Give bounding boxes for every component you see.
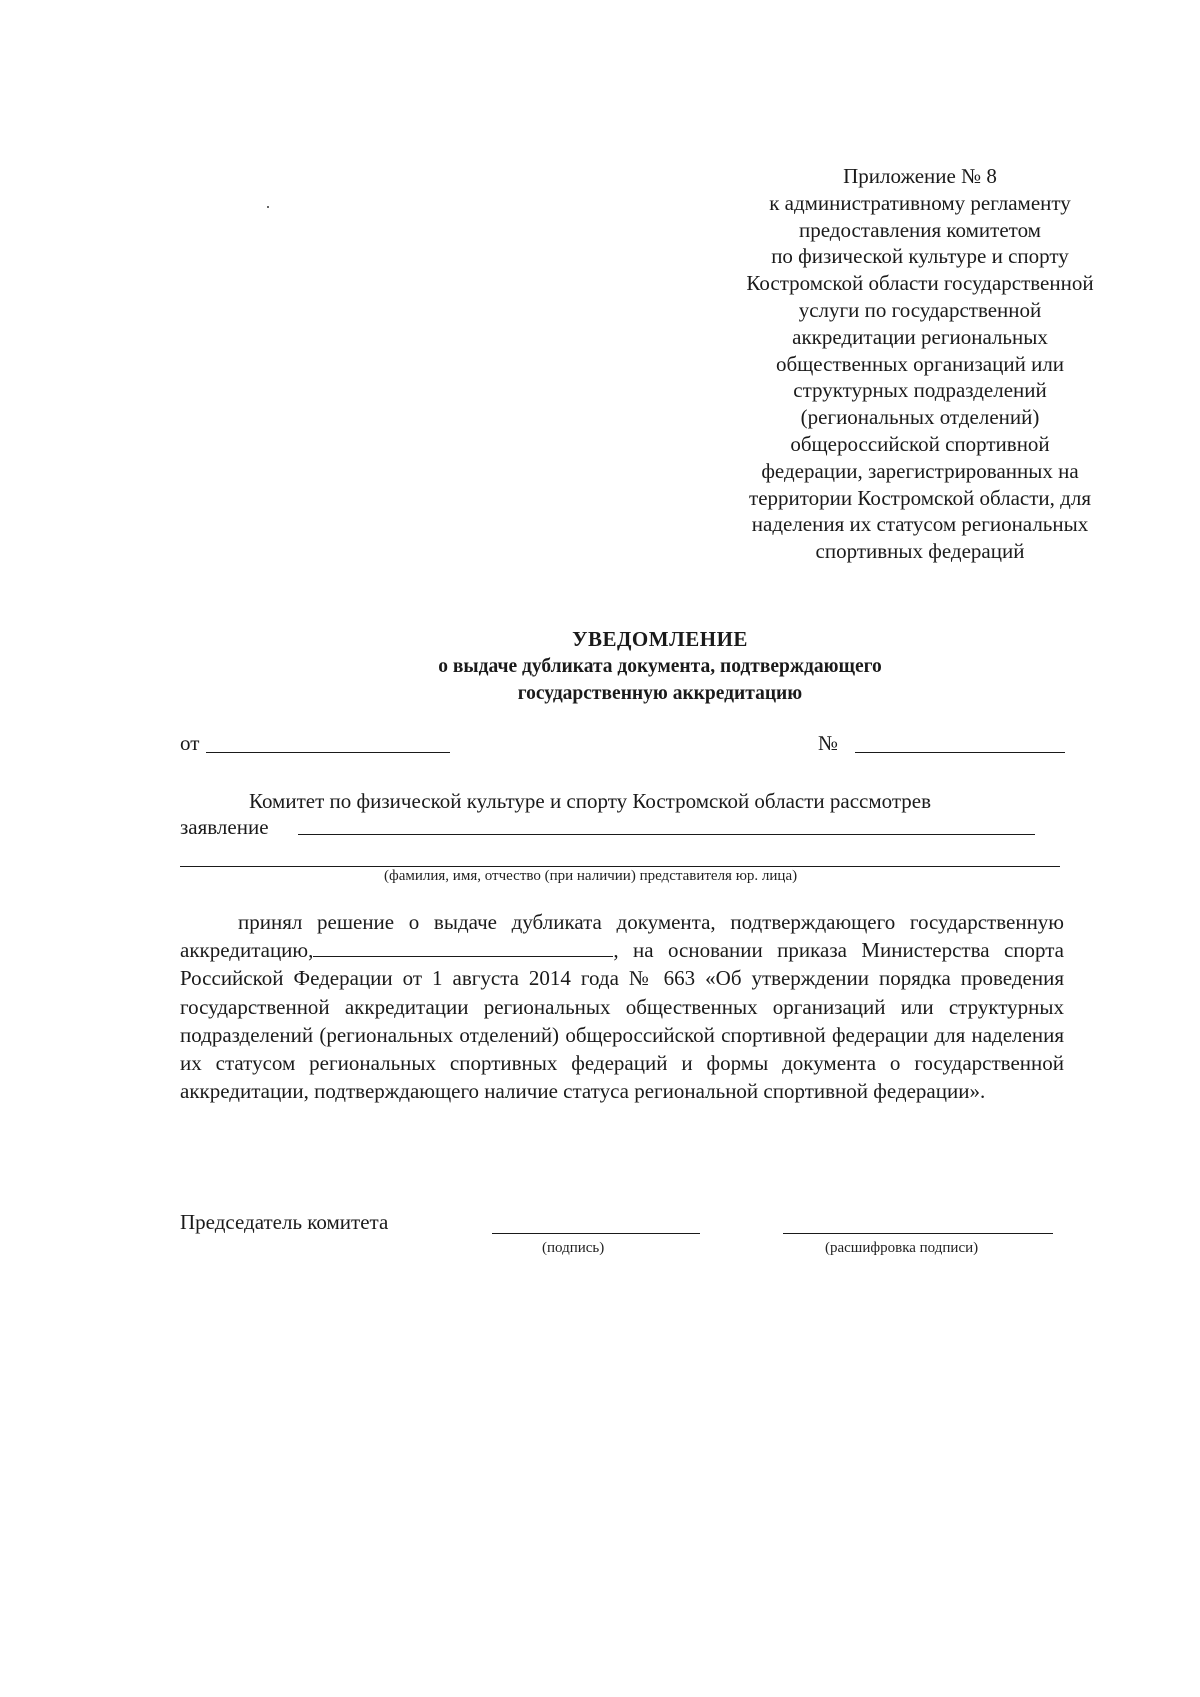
number-label: № <box>818 731 839 755</box>
appendix-line: структурных подразделений <box>793 378 1047 403</box>
decision-paragraph <box>180 908 1064 1105</box>
appendix-line: спортивных федераций <box>815 539 1025 564</box>
appendix-line: предоставления комитетом <box>799 217 1041 242</box>
chairman-label: Председатель комитета <box>180 1210 389 1234</box>
title-subtitle-line-2: государственную аккредитацию <box>517 683 803 704</box>
appendix-line: территории Костромской области, для <box>749 485 1091 510</box>
number-field-line[interactable] <box>855 752 1065 753</box>
representative-caption: (фамилия, имя, отчество (при наличии) представителя юр. лица) <box>384 868 798 884</box>
appendix-line: к административному регламенту <box>769 190 1071 215</box>
signature-line[interactable] <box>492 1233 700 1234</box>
title-main: УВЕДОМЛЕНИЕ <box>572 627 748 651</box>
appendix-line: аккредитации региональных <box>792 324 1048 349</box>
from-label: от <box>180 731 200 755</box>
appendix-line: федерации, зарегистрированных на <box>761 458 1079 483</box>
appendix-line: общественных организаций или <box>775 351 1065 376</box>
document-title <box>180 625 1140 707</box>
appendix-block <box>700 163 1140 565</box>
signature-decoding-caption: (расшифровка подписи) <box>825 1240 979 1256</box>
appendix-line: общероссийской спортивной <box>790 431 1050 456</box>
signature-decoding-line[interactable] <box>783 1233 1053 1234</box>
date-field-line[interactable] <box>206 752 450 753</box>
appendix-line: (региональных отделений) <box>800 405 1040 430</box>
appendix-line: наделения их статусом региональных <box>751 512 1089 537</box>
signature-caption: (подпись) <box>542 1240 605 1256</box>
scan-speck <box>267 206 269 208</box>
statement-field-line[interactable] <box>298 834 1035 835</box>
decision-text-end: , на основании приказа Министерства спорта Российской Федерации от 1 августа 2014 года № 663 «Об утверждении порядка проведения государственной аккредитации региональных общественных организаций или структурных подразделений (региональных отделений) общероссийской спортивной федерации для наделения их статусом региональных спортивных федераций и формы документа о государственной аккредитации, подтверждающего наличие статуса региональной спортивной федерации». <box>180 938 1064 1104</box>
title-subtitle-line-1: о выдаче дубликата документа, подтверждающего <box>438 656 882 677</box>
appendix-line: Костромской области государственной <box>746 271 1094 296</box>
representative-field-line[interactable] <box>180 866 1060 867</box>
statement-label: заявление <box>180 815 269 839</box>
accreditation-blank-line[interactable] <box>313 940 613 957</box>
appendix-line: услуги по государственной <box>798 297 1042 322</box>
appendix-line: по физической культуре и спорту <box>771 244 1069 269</box>
appendix-line: Приложение № 8 <box>843 164 997 188</box>
decision-text-start: принял решение о выдаче дубликата документа, подтверждающего государственную аккредитацию, <box>180 910 1064 963</box>
intro-line-1: Комитет по физической культуре и спорту Костромской области рассмотрев <box>249 789 932 813</box>
